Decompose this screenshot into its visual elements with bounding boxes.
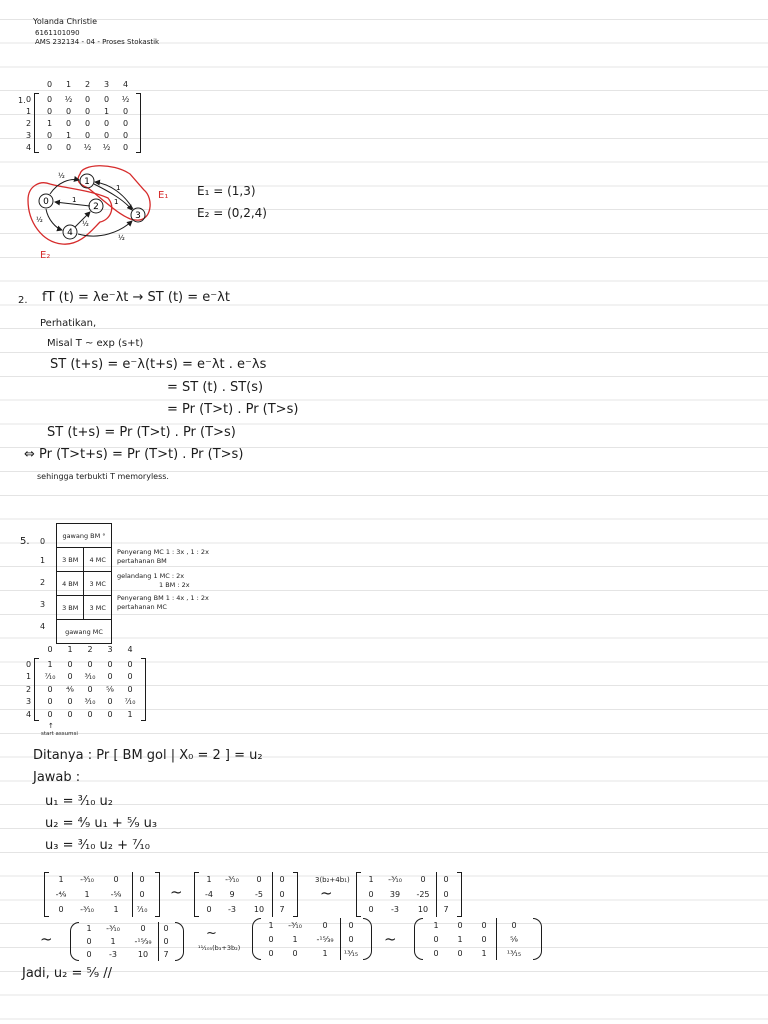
matrix-cell: -3 <box>109 950 117 959</box>
matrix-cell: 0 <box>58 905 64 914</box>
matrix-cell: 0 <box>46 94 53 104</box>
matrix-cell: 9 <box>229 890 235 899</box>
matrix-cell: ³⁄₁₀ <box>84 697 96 707</box>
bracket <box>136 93 141 153</box>
node-1 <box>80 174 94 188</box>
matrix-cell: 0 <box>46 142 53 152</box>
q2-line: Perhatikan, <box>40 318 97 329</box>
q5-augmented-matrix-1 <box>50 872 154 917</box>
matrix-cell: 39 <box>389 890 401 899</box>
augment-bar <box>158 922 159 961</box>
q5-note <box>117 594 209 612</box>
state-cell: 4 BM <box>57 572 84 596</box>
q5-transition-matrix <box>40 658 140 721</box>
matrix-cell: 0 <box>127 672 133 682</box>
matrix-cell: -³⁄₁₀ <box>225 875 239 884</box>
q5-number: 5. <box>20 536 30 547</box>
q5-row-labels <box>26 658 31 721</box>
matrix-cell: -³⁄₁₀ <box>106 924 120 933</box>
matrix-cell: 0 <box>67 672 73 682</box>
matrix-cell: 0 <box>139 875 145 884</box>
matrix-cell: 1 <box>457 934 463 944</box>
q2-conclusion: sehingga terbukti T memoryless. <box>37 472 169 481</box>
q1-col-headers <box>40 80 135 89</box>
matrix-cell: 0 <box>443 890 449 899</box>
matrix-cell: 1 <box>368 875 374 884</box>
matrix-cell: -⁵⁄₉ <box>110 890 122 899</box>
node-3 <box>131 208 145 222</box>
note-line: pertahanan BM <box>117 557 167 565</box>
col-header: 2 <box>84 80 91 89</box>
q5-augmented-matrix-2 <box>200 872 292 917</box>
bracket <box>34 93 39 153</box>
matrix-cell: 0 <box>127 684 133 694</box>
col-header: 4 <box>127 645 133 654</box>
augment-bar <box>132 872 133 917</box>
matrix-cell: 0 <box>103 118 110 128</box>
node-4 <box>63 225 77 239</box>
matrix-cell: 0 <box>122 142 129 152</box>
q5-state-label: 2 <box>40 578 46 587</box>
bracket <box>356 872 361 917</box>
matrix-cell: 0 <box>87 659 93 669</box>
note-line: gelandang 1 MC : 2x <box>117 572 185 580</box>
state-cell: gawang BM ° <box>57 524 112 548</box>
matrix-cell: 0 <box>127 659 133 669</box>
matrix-cell: 0 <box>107 697 113 707</box>
matrix-cell: 1 <box>65 130 72 140</box>
student-id: 6161101090 <box>35 29 80 37</box>
q1-class-e2: E₂ = (0,2,4) <box>197 206 267 220</box>
matrix-cell: ⁵⁄₉ <box>106 684 114 694</box>
matrix-cell: 0 <box>268 948 274 958</box>
matrix-cell: ½ <box>83 142 92 152</box>
matrix-cell: 1 <box>292 934 298 944</box>
state-cell: 3 MC <box>84 572 112 596</box>
matrix-cell: -³⁄₁₀ <box>80 875 94 884</box>
q5-equation-2: u₂ = ⁴⁄₉ u₁ + ⁵⁄₉ u₃ <box>45 816 158 831</box>
node-label: 4 <box>67 228 73 238</box>
matrix-cell: 0 <box>433 948 439 958</box>
q1-class-e1: E₁ = (1,3) <box>197 184 256 198</box>
state-cell: 4 MC <box>84 548 112 572</box>
bracket <box>155 872 160 917</box>
matrix-cell: 0 <box>279 875 285 884</box>
matrix-cell: 0 <box>84 94 91 104</box>
row-op-symbol: ~ <box>40 930 53 948</box>
note-line: pertahanan MC <box>117 603 167 611</box>
q5-state-label: 0 <box>40 537 46 546</box>
matrix-cell: 7 <box>163 950 169 959</box>
matrix-cell: 1 <box>58 875 64 884</box>
q5-start-note: start assumsi <box>41 731 78 737</box>
matrix-cell: 10 <box>253 905 265 914</box>
q2-line: fT (t) = λe⁻λt → ST (t) = e⁻λt <box>42 290 230 305</box>
edge-label: ½ <box>58 172 65 180</box>
node-label: 1 <box>84 177 90 187</box>
matrix-cell: 0 <box>87 684 93 694</box>
matrix-cell: ½ <box>64 94 73 104</box>
matrix-cell: 0 <box>279 890 285 899</box>
row-label: 3 <box>26 130 32 140</box>
matrix-cell: 0 <box>65 106 72 116</box>
row-label: 1 <box>26 106 32 116</box>
col-header: 1 <box>67 645 73 654</box>
matrix-cell: 1 <box>322 948 328 958</box>
augment-bar <box>272 872 273 917</box>
matrix-cell: 0 <box>420 875 426 884</box>
matrix-cell: 0 <box>481 920 487 930</box>
row-label: 4 <box>26 709 32 719</box>
q1-transition-matrix <box>40 93 135 153</box>
matrix-cell: 0 <box>292 948 298 958</box>
q5-answer-label: Jawab : <box>33 770 81 785</box>
matrix-cell: -³⁄₁₀ <box>80 905 94 914</box>
up-arrow-icon: ↑ <box>48 722 54 730</box>
matrix-cell: -25 <box>416 890 430 899</box>
q2-line: = Pr (T>t) . Pr (T>s) <box>167 402 299 417</box>
matrix-cell: 0 <box>122 106 129 116</box>
matrix-cell: ⁷⁄₁₀ <box>44 672 56 682</box>
matrix-cell: 0 <box>322 920 328 930</box>
col-header: 2 <box>87 645 93 654</box>
matrix-cell: ⁷⁄₁₀ <box>124 697 136 707</box>
q5-state-label: 1 <box>40 556 46 565</box>
matrix-cell: 0 <box>268 934 274 944</box>
matrix-cell: 0 <box>67 697 73 707</box>
q2-line: Misal T ~ exp (s+t) <box>47 338 144 349</box>
row-label: 0 <box>26 94 32 104</box>
q5-augmented-matrix-3 <box>362 872 456 917</box>
matrix-cell: 0 <box>107 659 113 669</box>
note-line: Penyerang MC 1 : 3x , 1 : 2x <box>117 548 209 556</box>
augment-bar <box>340 918 341 960</box>
paren <box>70 922 79 961</box>
edge-label: ½ <box>118 234 125 242</box>
matrix-cell: ½ <box>121 94 130 104</box>
matrix-cell: 0 <box>433 934 439 944</box>
matrix-cell: 0 <box>65 142 72 152</box>
matrix-cell: 0 <box>113 875 119 884</box>
matrix-cell: 0 <box>67 659 73 669</box>
row-label: 0 <box>26 659 32 669</box>
matrix-cell: 1 <box>206 875 212 884</box>
matrix-cell: 0 <box>86 937 92 946</box>
matrix-cell: 0 <box>368 890 374 899</box>
bracket <box>141 658 146 721</box>
matrix-cell: 1 <box>47 659 53 669</box>
node-2 <box>89 199 103 213</box>
edge-label: 1 <box>72 196 77 204</box>
matrix-cell: 0 <box>348 920 354 930</box>
edge-label: 1 <box>114 198 119 206</box>
paren <box>414 918 423 960</box>
note-line: 1 BM : 2x <box>159 581 190 589</box>
edge-label: ½ <box>36 216 43 224</box>
row-op-label: 3(b₂+4b₁) <box>315 876 350 884</box>
matrix-cell: 0 <box>443 875 449 884</box>
matrix-cell: 0 <box>348 934 354 944</box>
augment-bar <box>436 872 437 917</box>
matrix-cell: -4 <box>205 890 213 899</box>
matrix-cell: 0 <box>139 890 145 899</box>
matrix-cell: 0 <box>122 130 129 140</box>
node-0 <box>39 194 53 208</box>
matrix-cell: 0 <box>67 709 73 719</box>
q5-equation-1: u₁ = ³⁄₁₀ u₂ <box>45 794 113 809</box>
matrix-cell: 0 <box>103 94 110 104</box>
matrix-cell: 7 <box>443 905 449 914</box>
matrix-cell: 0 <box>86 950 92 959</box>
paren <box>252 918 261 960</box>
col-header: 0 <box>47 645 53 654</box>
state-cell: 3 BM <box>57 548 84 572</box>
q2-line: = ST (t) . ST(s) <box>167 380 264 395</box>
bracket <box>194 872 199 917</box>
matrix-cell: 0 <box>368 905 374 914</box>
row-label: 4 <box>26 142 32 152</box>
matrix-cell: 1 <box>110 937 116 946</box>
matrix-cell: 0 <box>107 709 113 719</box>
matrix-cell: 0 <box>65 118 72 128</box>
matrix-cell: ⁵⁄₉ <box>510 934 518 944</box>
matrix-cell: 0 <box>47 684 53 694</box>
col-header: 3 <box>107 645 113 654</box>
q2-line: ST (t+s) = e⁻λ(t+s) = e⁻λt . e⁻λs <box>50 357 267 372</box>
q5-note <box>117 572 190 590</box>
q5-note <box>117 548 209 566</box>
edge-label: ½ <box>82 220 89 228</box>
matrix-cell: ⁴⁄₉ <box>66 684 74 694</box>
matrix-cell: -³⁄₁₀ <box>288 920 302 930</box>
matrix-cell: 0 <box>457 948 463 958</box>
matrix-cell: 1 <box>46 118 53 128</box>
bracket <box>457 872 462 917</box>
node-label: 3 <box>135 211 141 221</box>
q5-state-label: 3 <box>40 600 46 609</box>
matrix-cell: ⁷⁄₁₀ <box>136 905 148 914</box>
matrix-cell: 1 <box>86 924 92 933</box>
row-op-label: ¹¹⁄₁₀₅(b₃+3b₂) <box>198 944 241 952</box>
matrix-cell: 0 <box>163 924 169 933</box>
paren <box>533 918 542 960</box>
q5-augmented-matrix-5 <box>262 918 362 960</box>
edge-label: 1 <box>116 184 121 192</box>
matrix-cell: 0 <box>47 697 53 707</box>
row-label: 1 <box>26 672 32 682</box>
q2-number: 2. <box>18 295 28 306</box>
matrix-cell: 10 <box>137 950 149 959</box>
matrix-cell: 0 <box>256 875 262 884</box>
q1-row-labels <box>26 93 31 153</box>
q5-augmented-matrix-4 <box>80 922 174 961</box>
matrix-cell: 0 <box>87 709 93 719</box>
matrix-cell: 0 <box>84 130 91 140</box>
q5-state-label: 4 <box>40 622 46 631</box>
row-label: 2 <box>26 684 32 694</box>
matrix-cell: -5 <box>255 890 263 899</box>
col-header: 3 <box>103 80 110 89</box>
matrix-cell: 1 <box>103 106 110 116</box>
matrix-cell: 1 <box>113 905 119 914</box>
row-op-symbol: ~ <box>320 884 333 902</box>
q5-col-headers <box>40 645 140 654</box>
class-label-e2: E₂ <box>40 250 51 261</box>
q1-number: 1. <box>18 96 26 105</box>
matrix-cell: 0 <box>46 106 53 116</box>
row-op-symbol: ~ <box>384 930 397 948</box>
row-label: 2 <box>26 118 32 128</box>
matrix-cell: 10 <box>417 905 429 914</box>
state-cell: 3 MC <box>84 596 112 620</box>
q5-question: Ditanya : Pr [ BM gol | X₀ = 2 ] = u₂ <box>33 748 263 763</box>
matrix-cell: -⁴⁄₉ <box>55 890 67 899</box>
q5-state-table <box>56 523 112 644</box>
matrix-cell: 0 <box>107 672 113 682</box>
node-label: 0 <box>43 197 49 207</box>
student-name: Yolanda Christie <box>33 17 98 26</box>
matrix-cell: 0 <box>84 106 91 116</box>
matrix-cell: 1 <box>481 948 487 958</box>
matrix-cell: -¹⁵⁄₃₉ <box>134 937 152 946</box>
matrix-cell: 1 <box>84 890 90 899</box>
edge-0-4 <box>46 209 62 230</box>
state-cell: 3 BM <box>57 596 84 620</box>
matrix-cell: 1 <box>268 920 274 930</box>
matrix-cell: 1 <box>127 709 133 719</box>
q2-line: ⇔ Pr (T>t+s) = Pr (T>t) . Pr (T>s) <box>24 447 244 462</box>
matrix-cell: -³⁄₁₀ <box>388 875 402 884</box>
state-cell: gawang MC <box>57 620 112 644</box>
matrix-cell: 0 <box>140 924 146 933</box>
matrix-cell: 0 <box>481 934 487 944</box>
matrix-cell: 0 <box>103 130 110 140</box>
matrix-cell: 1 <box>433 920 439 930</box>
matrix-cell: ³⁄₁₀ <box>84 672 96 682</box>
q1-state-diagram <box>20 160 210 265</box>
node-label: 2 <box>93 202 99 212</box>
matrix-cell: 0 <box>163 937 169 946</box>
col-header: 4 <box>122 80 129 89</box>
row-op-symbol: ~ <box>170 883 183 901</box>
matrix-cell: 0 <box>511 920 517 930</box>
augment-bar <box>496 918 497 960</box>
q5-equation-3: u₃ = ³⁄₁₀ u₂ + ⁷⁄₁₀ <box>45 838 150 853</box>
matrix-cell: -3 <box>391 905 399 914</box>
class-label-e1: E₁ <box>158 190 169 201</box>
bracket <box>293 872 298 917</box>
col-header: 1 <box>65 80 72 89</box>
q5-augmented-matrix-6 <box>424 918 532 960</box>
matrix-cell: ¹³⁄₁₅ <box>506 948 522 958</box>
note-line: Penyerang BM 1 : 4x , 1 : 2x <box>117 594 209 602</box>
matrix-cell: ¹³⁄₁₅ <box>343 948 359 958</box>
paren <box>363 918 372 960</box>
matrix-cell: -3 <box>228 905 236 914</box>
matrix-cell: 0 <box>457 920 463 930</box>
q5-final-answer: Jadi, u₂ = ⁵⁄₉ // <box>22 966 113 981</box>
matrix-cell: -¹⁵⁄₃₉ <box>316 934 334 944</box>
row-op-symbol: ~ <box>206 926 217 941</box>
row-label: 3 <box>26 697 32 707</box>
matrix-cell: 0 <box>206 905 212 914</box>
matrix-cell: 0 <box>47 709 53 719</box>
course-title: AMS 232134 - 04 - Proses Stokastik <box>35 38 160 46</box>
bracket <box>34 658 39 721</box>
matrix-cell: ½ <box>102 142 111 152</box>
matrix-cell: 0 <box>122 118 129 128</box>
bracket <box>44 872 49 917</box>
matrix-cell: 7 <box>279 905 285 914</box>
paren <box>175 922 184 961</box>
col-header: 0 <box>46 80 53 89</box>
matrix-cell: 0 <box>46 130 53 140</box>
q2-line: ST (t+s) = Pr (T>t) . Pr (T>s) <box>47 425 236 440</box>
matrix-cell: 0 <box>84 118 91 128</box>
